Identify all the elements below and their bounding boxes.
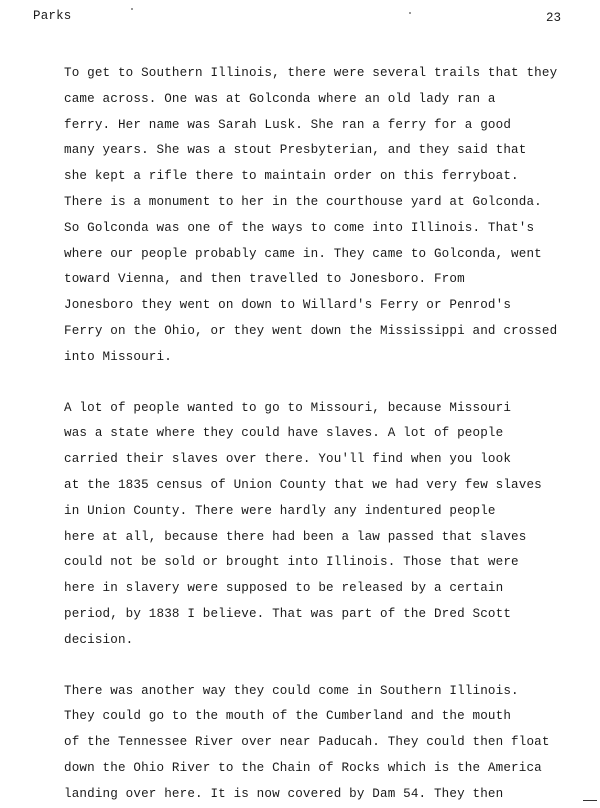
text-line: here in slavery were supposed to be released by a certain	[64, 581, 504, 596]
text-line: There was another way they could come in Southern Illinois.	[64, 683, 519, 698]
text-line: landing over here. It is now covered by Dam 54. They then	[64, 786, 504, 801]
text-line: of the Tennessee River over near Paducah. They could then float	[64, 735, 550, 750]
text-line: where our people probably came in. They came to Golconda, went	[64, 246, 542, 261]
text-line: down the Ohio River to the Chain of Rocks which is the America	[64, 760, 542, 775]
text-line: into Missouri.	[64, 349, 172, 364]
text-line: period, by 1838 I believe. That was part of the Dred Scott	[64, 606, 512, 621]
document-body	[64, 61, 584, 808]
text-line: was a state where they could have slaves. A lot of people	[64, 426, 504, 441]
paragraph-1	[64, 61, 584, 371]
scan-speck	[409, 12, 411, 14]
text-line: So Golconda was one of the ways to come into Illinois. That's	[64, 220, 535, 235]
scan-speck	[131, 8, 133, 10]
page-number: 23	[546, 11, 562, 25]
text-line: There is a monument to her in the courthouse yard at Golconda.	[64, 194, 542, 209]
text-line: at the 1835 census of Union County that we had very few slaves	[64, 477, 542, 492]
text-line: could not be sold or brought into Illinois. Those that were	[64, 555, 519, 570]
margin-mark	[583, 800, 597, 801]
text-line: To get to Southern Illinois, there were several trails that they	[64, 66, 558, 80]
text-line: many years. She was a stout Presbyterian, and they said that	[64, 143, 527, 158]
text-line: she kept a rifle there to maintain order on this ferryboat.	[64, 169, 519, 184]
text-line: in Union County. There were hardly any indentured people	[64, 503, 496, 518]
text-line: carried their slaves over there. You'll find when you look	[64, 452, 512, 467]
text-line: They could go to the mouth of the Cumberland and the mouth	[64, 709, 512, 724]
text-line: ferry. Her name was Sarah Lusk. She ran a ferry for a good	[64, 117, 512, 132]
text-line: here at all, because there had been a law passed that slaves	[64, 529, 527, 544]
text-line: came across. One was at Golconda where an old lady ran a	[64, 91, 496, 106]
text-line: toward Vienna, and then travelled to Jonesboro. From	[64, 272, 465, 287]
text-line: Jonesboro they went on down to Willard's Ferry or Penrod's	[64, 298, 512, 313]
paragraph-3	[64, 679, 584, 808]
paragraph-2	[64, 396, 584, 654]
text-line: Ferry on the Ohio, or they went down the Mississippi and crossed	[64, 323, 558, 338]
text-line: A lot of people wanted to go to Missouri, because Missouri	[64, 400, 512, 415]
running-header: Parks	[33, 9, 72, 23]
text-line: decision.	[64, 632, 134, 647]
